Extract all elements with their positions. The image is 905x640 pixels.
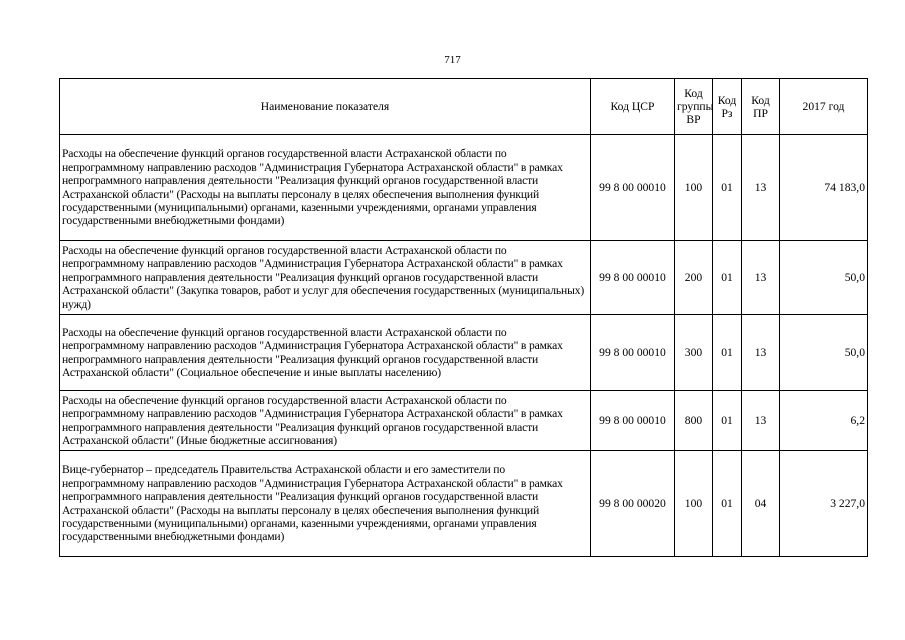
row-csr-code: 99 8 00 00010 <box>591 315 675 391</box>
table-row <box>60 135 868 241</box>
table-row <box>60 391 868 451</box>
row-amount: 50,0 <box>780 315 868 391</box>
row-name: Расходы на обеспечение функций органов государственной власти Астраханской области по непрограммному направлению расходов "Администрация Губернатора Астраханской области" в рамках непрограммного направления деятельности "Реализация функций органов государственной власти Астраханской области" (Расходы на выплаты персоналу в целях обеспечения выполнения функций государственными (муниципальными) органами, казенными учреждениями, органами управления государственными внебюджетными фондами) <box>60 135 591 241</box>
row-rz-code: 01 <box>713 315 742 391</box>
row-pr-code: 13 <box>742 241 780 315</box>
row-vr-code: 100 <box>675 451 713 557</box>
row-amount: 3 227,0 <box>780 451 868 557</box>
row-csr-code: 99 8 00 00010 <box>591 391 675 451</box>
row-vr-code: 100 <box>675 135 713 241</box>
row-rz-code: 01 <box>713 135 742 241</box>
table-header <box>60 79 868 135</box>
header-rz-code: Код Рз <box>713 79 742 135</box>
row-vr-code: 300 <box>675 315 713 391</box>
row-name: Расходы на обеспечение функций органов государственной власти Астраханской области по непрограммному направлению расходов "Администрация Губернатора Астраханской области" в рамках непрограммного направления деятельности "Реализация функций органов государственной власти Астраханской области" (Социальное обеспечение и иные выплаты населению) <box>60 315 591 391</box>
row-pr-code: 13 <box>742 391 780 451</box>
table-body <box>60 135 868 557</box>
row-amount: 74 183,0 <box>780 135 868 241</box>
header-row <box>60 79 868 135</box>
row-rz-code: 01 <box>713 391 742 451</box>
header-year-2017: 2017 год <box>780 79 868 135</box>
header-csr-code: Код ЦСР <box>591 79 675 135</box>
row-rz-code: 01 <box>713 241 742 315</box>
row-pr-code: 04 <box>742 451 780 557</box>
row-csr-code: 99 8 00 00020 <box>591 451 675 557</box>
row-name: Расходы на обеспечение функций органов государственной власти Астраханской области по непрограммному направлению расходов "Администрация Губернатора Астраханской области" в рамках непрограммного направления деятельности "Реализация функций органов государственной власти Астраханской области" (Иные бюджетные ассигнования) <box>60 391 591 451</box>
row-pr-code: 13 <box>742 135 780 241</box>
row-name: Расходы на обеспечение функций органов государственной власти Астраханской области по непрограммному направлению расходов "Администрация Губернатора Астраханской области" в рамках непрограммного направления деятельности "Реализация функций органов государственной власти Астраханской области" (Закупка товаров, работ и услуг для обеспечения государственных (муниципальных) нужд) <box>60 241 591 315</box>
header-pr-code: Код ПР <box>742 79 780 135</box>
row-vr-code: 800 <box>675 391 713 451</box>
row-name: Вице-губернатор – председатель Правительства Астраханской области и его заместители по непрограммному направлению расходов "Администрация Губернатора Астраханской области" в рамках непрограммного направления деятельности "Реализация функций органов государственной власти Астраханской области" (Расходы на выплаты персоналу в целях обеспечения выполнения функций государственными (муниципальными) органами, казенными учреждениями, органами управления государственными внебюджетными фондами) <box>60 451 591 557</box>
header-vr-code: Код группы ВР <box>675 79 713 135</box>
row-rz-code: 01 <box>713 451 742 557</box>
row-csr-code: 99 8 00 00010 <box>591 135 675 241</box>
budget-table <box>59 78 868 557</box>
row-pr-code: 13 <box>742 315 780 391</box>
table-row <box>60 315 868 391</box>
table-row <box>60 451 868 557</box>
header-name: Наименование показателя <box>60 79 591 135</box>
row-amount: 50,0 <box>780 241 868 315</box>
page-number: 717 <box>444 54 461 66</box>
row-vr-code: 200 <box>675 241 713 315</box>
row-amount: 6,2 <box>780 391 868 451</box>
table-row <box>60 241 868 315</box>
row-csr-code: 99 8 00 00010 <box>591 241 675 315</box>
